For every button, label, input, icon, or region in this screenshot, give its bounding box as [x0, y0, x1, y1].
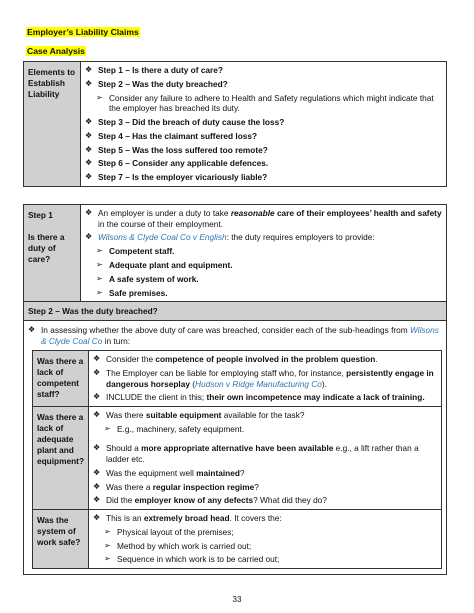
step2-intro: ❖ In assessing whether the above duty of care was breached, consider each of the sub-headings from Wilsons & Clyde Coal Co in turn: [28, 325, 439, 346]
diamond-bullet-icon: ❖ [85, 130, 93, 140]
step-item: ❖ Step 2 – Was the duty breached? [85, 78, 228, 89]
diamond-bullet-icon: ❖ [85, 158, 93, 168]
diamond-bullet-icon: ❖ [93, 392, 101, 402]
staff-point: ❖ The Employer can be liable for employing staff who, for instance, persistently engage in dangerous horseplay (Hudson v Ridge Manufacturing Co). [93, 368, 434, 389]
diamond-bullet-icon: ❖ [85, 65, 93, 74]
diamond-bullet-icon: ❖ [93, 495, 101, 505]
elements-steps-cell [81, 62, 447, 187]
duty-item: ➢ Adequate plant and equipment. [96, 259, 233, 270]
step-item: ❖ Step 7 – Is the employer vicariously liable? [85, 172, 268, 183]
case-analysis-heading: Case Analysis [27, 46, 85, 56]
system-point: ❖ This is an extremely broad head. It covers the: [93, 512, 282, 523]
diamond-bullet-icon: ❖ [93, 443, 101, 453]
arrow-bullet-icon: ➢ [96, 273, 103, 283]
system-subpoint: ➢ Physical layout of the premises; [104, 526, 234, 537]
staff-point: ❖ Consider the competence of people involved in the problem question. [93, 354, 378, 365]
diamond-bullet-icon: ❖ [85, 116, 93, 126]
diamond-bullet-icon: ❖ [93, 467, 101, 477]
document-title: Employer’s Liability Claims [27, 27, 139, 37]
arrow-bullet-icon: ➢ [96, 246, 103, 256]
equipment-subpoint: ➢ E.g., machinery, safety equipment. [104, 423, 245, 434]
arrow-bullet-icon: ➢ [96, 259, 103, 269]
step2-intro-cell [24, 321, 447, 575]
system-subpoint: ➢ Method by which work is carried out; [104, 540, 252, 551]
duty-statement: ❖ An employer is under a duty to take reasonable care of their employees’ health and safety in the course of their employment. [85, 208, 442, 229]
arrow-bullet-icon: ➢ [104, 423, 111, 433]
duty-item: ➢ Safe premises. [96, 287, 168, 298]
equipment-label: Was there a lack of adequate plant and equipment? [33, 407, 89, 510]
elements-label: Elements to Establish Liability [24, 62, 81, 187]
duty-item: ➢ A safe system of work. [96, 273, 199, 284]
diamond-bullet-icon: ❖ [85, 78, 93, 88]
step1-content [81, 205, 447, 302]
system-subpoint: ➢ Sequence in which work is to be carried out; [104, 554, 280, 565]
equipment-point: ❖ Was the equipment well maintained? [93, 467, 245, 478]
system-content [89, 509, 442, 568]
step-subitem: ➢ Consider any failure to adhere to Health and Safety regulations which might indicate that the employer has breached its duty. [96, 92, 434, 114]
diamond-bullet-icon: ❖ [85, 172, 93, 182]
staff-point: ❖ INCLUDE the client in this; their own incompetence may indicate a lack of training. [93, 392, 425, 403]
arrow-bullet-icon: ➢ [104, 526, 111, 536]
equipment-point: ❖ Was there a regular inspection regime? [93, 481, 259, 492]
step1-label: Step 1 Is there a duty of care? [24, 205, 81, 302]
diamond-bullet-icon: ❖ [85, 208, 93, 217]
equipment-point: ❖ Should a more appropriate alternative have been available e.g., a lift rather than a ladder etc. [93, 443, 419, 464]
system-label: Was the system of work safe? [33, 509, 89, 568]
step-item: ❖ Step 5 – Was the loss suffered too remote? [85, 144, 268, 155]
diamond-bullet-icon: ❖ [93, 354, 101, 364]
step-item: ❖ Step 6 – Consider any applicable defences. [85, 158, 269, 169]
step2-header: Step 2 – Was the duty breached? [24, 302, 447, 321]
diamond-bullet-icon: ❖ [28, 325, 36, 335]
arrow-bullet-icon: ➢ [96, 92, 103, 102]
diamond-bullet-icon: ❖ [93, 512, 101, 522]
diamond-bullet-icon: ❖ [93, 368, 101, 378]
arrow-bullet-icon: ➢ [104, 554, 111, 564]
diamond-bullet-icon: ❖ [85, 144, 93, 154]
arrow-bullet-icon: ➢ [96, 287, 103, 297]
staff-content [89, 351, 442, 407]
step-analysis-table [23, 204, 447, 575]
equipment-content [89, 407, 442, 510]
equipment-point: ❖ Was there suitable equipment available for the task? [93, 410, 305, 421]
step-item: ❖ Step 4 – Has the claimant suffered loss? [85, 130, 258, 141]
page-number: 33 [232, 595, 242, 604]
duty-item: ➢ Competent staff. [96, 246, 175, 257]
breach-subheadings-table [32, 350, 442, 569]
arrow-bullet-icon: ➢ [104, 540, 111, 550]
step-item: ❖ Step 1 – Is there a duty of care? [85, 65, 223, 75]
wilsons-case-statement: ❖ Wilsons & Clyde Coal Co v English: the duty requires employers to provide: [85, 232, 375, 243]
diamond-bullet-icon: ❖ [93, 481, 101, 491]
step-item: ❖ Step 3 – Did the breach of duty cause the loss? [85, 116, 285, 127]
elements-table [23, 61, 447, 187]
diamond-bullet-icon: ❖ [85, 232, 93, 242]
diamond-bullet-icon: ❖ [93, 410, 101, 420]
equipment-point: ❖ Did the employer know of any defects? What did they do? [93, 495, 327, 506]
staff-label: Was there a lack of competent staff? [33, 351, 89, 407]
